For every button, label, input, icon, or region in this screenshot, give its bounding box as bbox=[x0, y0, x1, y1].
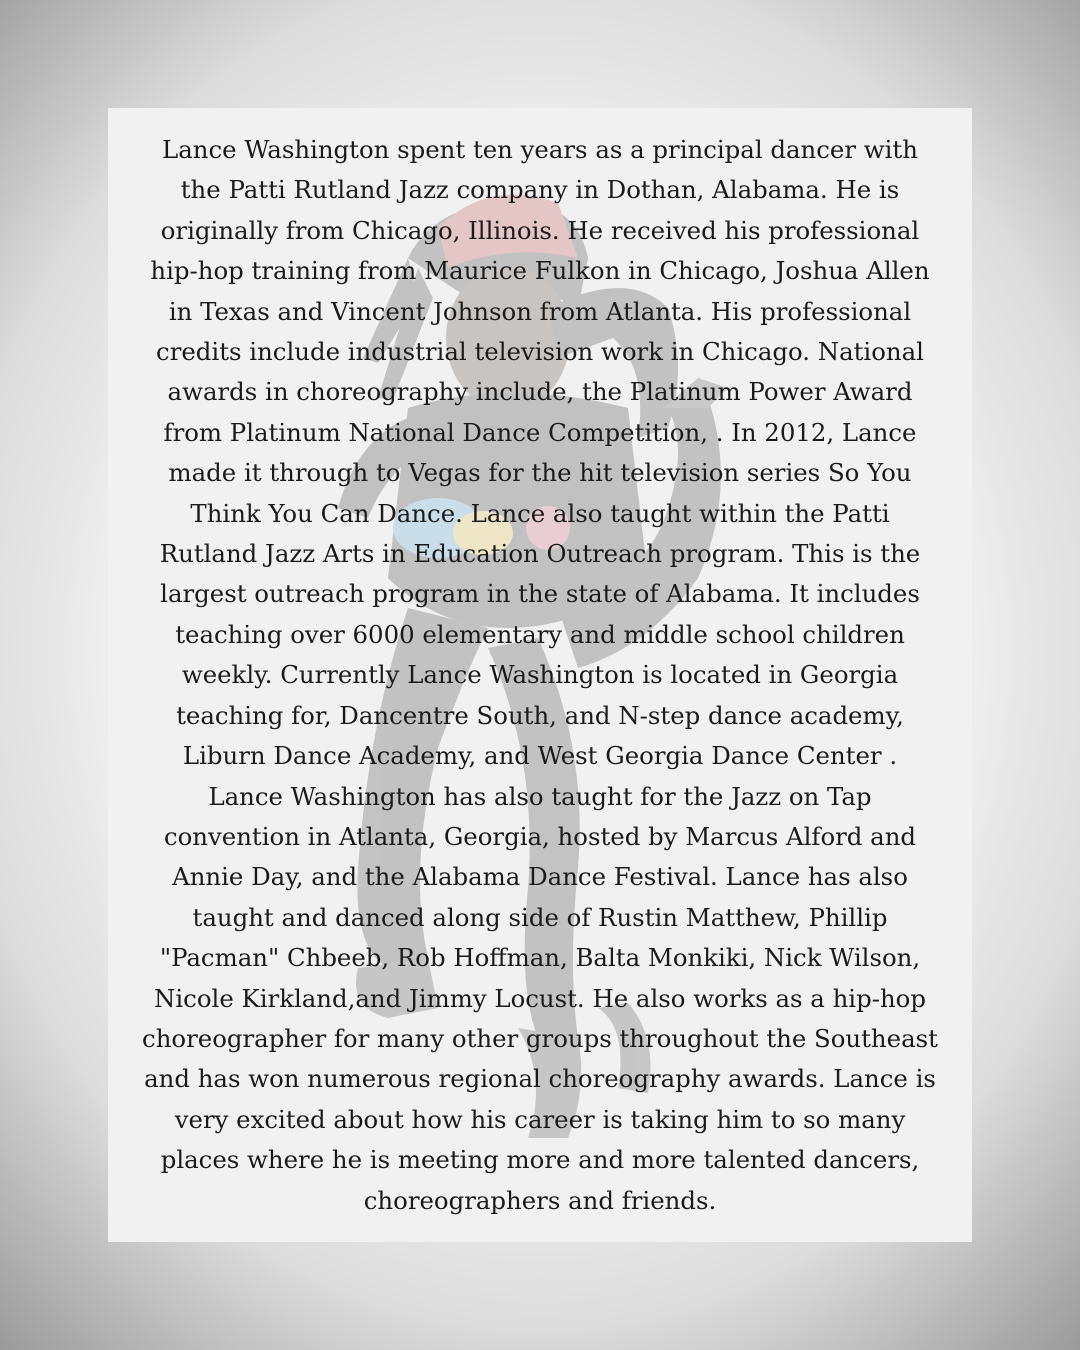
bio-line: the Patti Rutland Jazz company in Dothan, Alabama. He is bbox=[180, 175, 900, 205]
bio-line: Lance Washington has also taught for the Jazz on Tap bbox=[208, 781, 872, 811]
bio-line: and has won numerous regional choreography awards. Lance is bbox=[144, 1064, 936, 1094]
bio-line: convention in Atlanta, Georgia, hosted by Marcus Alford and bbox=[163, 821, 917, 851]
bio-line: "Pacman" Chbeeb, Rob Hoffman, Balta Monkiki, Nick Wilson, bbox=[159, 943, 921, 973]
bio-line: made it through to Vegas for the hit television series So You bbox=[168, 458, 912, 488]
bio-line: in Texas and Vincent Johnson from Atlanta. His professional bbox=[168, 296, 912, 326]
bio-line: awards in choreography include, the Platinum Power Award bbox=[167, 377, 913, 407]
bio-line: credits include industrial television work in Chicago. National bbox=[156, 337, 924, 367]
bio-line: choreographers and friends. bbox=[363, 1185, 717, 1215]
bio-line: Think You Can Dance. Lance also taught within the Patti bbox=[190, 498, 890, 528]
bio-line: largest outreach program in the state of Alabama. It includes bbox=[160, 579, 920, 609]
bio-line: Annie Day, and the Alabama Dance Festival. Lance has also bbox=[172, 862, 908, 892]
bio-line: originally from Chicago, Illinois. He received his professional bbox=[160, 215, 920, 245]
bio-line: hip-hop training from Maurice Fulkon in Chicago, Joshua Allen bbox=[150, 256, 930, 286]
bio-line: Lance Washington spent ten years as a principal dancer with bbox=[162, 135, 918, 164]
bio-line: taught and danced along side of Rustin Matthew, Phillip bbox=[192, 902, 888, 932]
bio-line: places where he is meeting more and more talented dancers, bbox=[160, 1145, 920, 1175]
bio-line: from Platinum National Dance Competition, . In 2012, Lance bbox=[163, 417, 917, 447]
bio-text bbox=[132, 130, 948, 1221]
bio-line: Rutland Jazz Arts in Education Outreach program. This is the bbox=[159, 539, 921, 569]
bio-line: weekly. Currently Lance Washington is located in Georgia bbox=[181, 660, 899, 690]
bio-line: very excited about how his career is taking him to so many bbox=[174, 1104, 906, 1134]
bio-line: Nicole Kirkland,and Jimmy Locust. He also works as a hip-hop bbox=[154, 983, 926, 1013]
bio-line: teaching for, Dancentre South, and N-step dance academy, bbox=[176, 700, 904, 730]
bio-line: Liburn Dance Academy, and West Georgia Dance Center . bbox=[182, 741, 898, 771]
bio-line: teaching over 6000 elementary and middle school children bbox=[175, 619, 905, 649]
bio-card bbox=[108, 108, 972, 1242]
bio-line: choreographer for many other groups throughout the Southeast bbox=[142, 1023, 938, 1053]
